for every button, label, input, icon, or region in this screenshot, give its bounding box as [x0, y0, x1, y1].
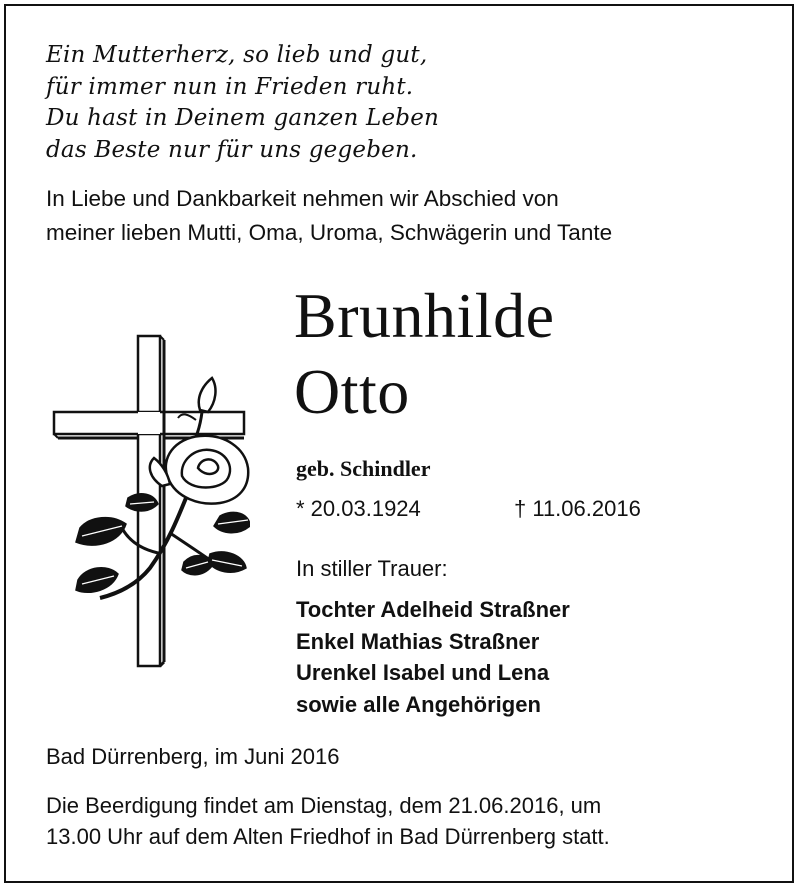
- cross-with-rose-icon: [50, 328, 250, 673]
- first-name: Brunhilde: [294, 280, 555, 351]
- mourners-list: [296, 594, 570, 720]
- life-dates: [296, 496, 641, 522]
- birth-name: geb. Schindler: [296, 456, 431, 481]
- funeral-line: 13.00 Uhr auf dem Alten Friedhof in Bad Dürrenberg statt.: [46, 824, 610, 849]
- mourner-item: Urenkel Isabel und Lena: [296, 660, 550, 685]
- mourner-item: Enkel Mathias Straßner: [296, 628, 540, 654]
- intro-text: [46, 182, 612, 250]
- funeral-line: Die Beerdigung findet am Dienstag, dem 21.06.2016, um: [46, 793, 602, 818]
- last-name: Otto: [294, 356, 410, 427]
- poem-line: für immer nun in Frieden ruht.: [46, 73, 414, 100]
- poem-line: Du hast in Deinem ganzen Leben: [46, 105, 440, 131]
- poem-line: das Beste nur für uns gegeben.: [46, 136, 418, 163]
- death-date: † 11.06.2016: [514, 496, 641, 521]
- mourning-label: In stiller Trauer:: [296, 556, 448, 581]
- poem-line: Ein Mutterherz, so lieb und gut,: [46, 42, 428, 68]
- intro-line: In Liebe und Dankbarkeit nehmen wir Abschied von: [46, 186, 559, 211]
- obituary-frame: [4, 4, 794, 883]
- intro-line: meiner lieben Mutti, Oma, Uroma, Schwägerin und Tante: [46, 220, 613, 245]
- poem: [46, 40, 439, 166]
- funeral-notice: [46, 790, 610, 852]
- birth-date: * 20.03.1924: [296, 496, 421, 521]
- mourner-item: sowie alle Angehörigen: [296, 691, 541, 717]
- deceased-name: [294, 278, 554, 430]
- place-date: Bad Dürrenberg, im Juni 2016: [46, 744, 340, 769]
- mourner-item: Tochter Adelheid Straßner: [296, 597, 570, 622]
